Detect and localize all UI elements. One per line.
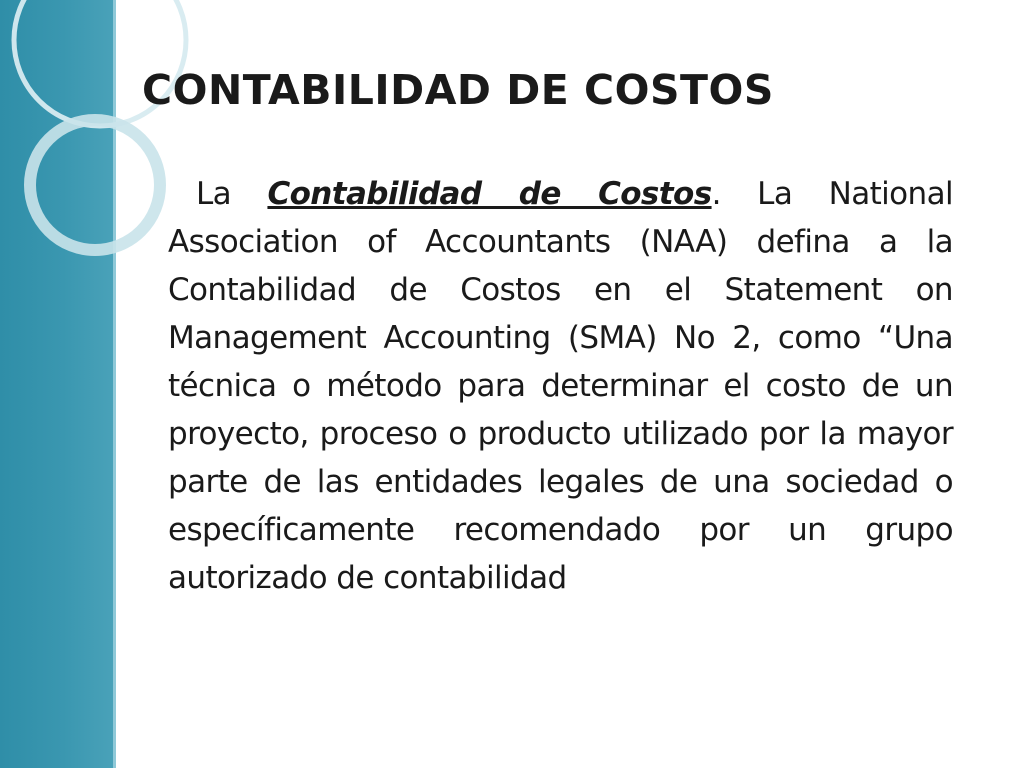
paragraph-lead: La	[196, 176, 268, 212]
small-ring-shape	[30, 120, 160, 250]
highlighted-term: Contabilidad de Costos	[267, 176, 712, 212]
definition-paragraph	[168, 170, 953, 602]
paragraph-text: . La National Association of Accountants (NAA) defina a la Contabilidad de Costos en el Statement on Management Accounting (SMA) No 2, como “Una técnica o método para determinar el costo de un proyecto, proceso o producto utilizado por la mayor parte de las entidades legales de una sociedad o específicamente recomendado por un grupo autorizado de contabilidad	[168, 176, 953, 596]
page-title: CONTABILIDAD DE COSTOS	[142, 66, 774, 114]
